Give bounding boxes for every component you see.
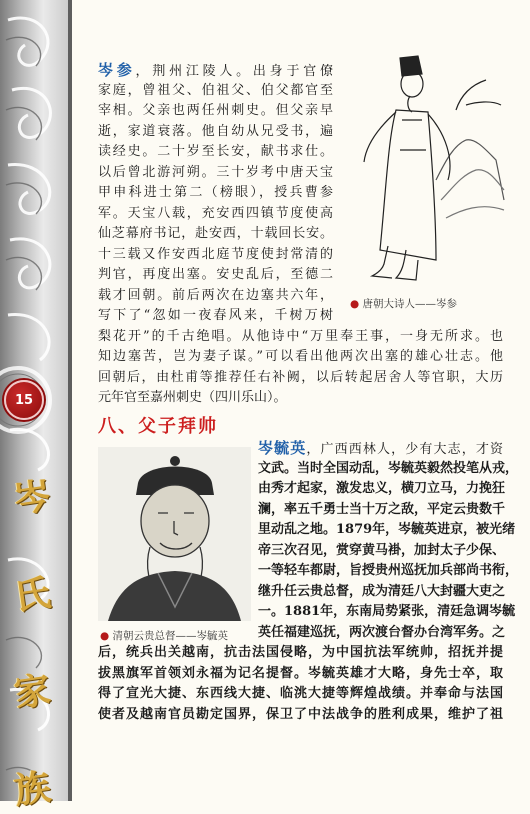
poet-illustration <box>336 50 506 286</box>
text-line: 帝三次召见，赏穿黄马褂，加封太子少保、 <box>258 542 506 558</box>
side-title-char: 氏 <box>11 571 54 619</box>
side-title-char: 族 <box>11 765 54 813</box>
text-line: ，荆州江陵人。出身于官僚 <box>135 64 333 79</box>
section-heading-text: 八、父子拜帅 <box>98 416 218 437</box>
side-title-char: 家 <box>11 668 54 716</box>
text-line: 军。天宝八载，充安西四镇节度使高 <box>98 205 333 221</box>
para-cencan <box>98 60 333 327</box>
poet-caption: ● 唐朝大诗人——岑参 <box>350 298 458 310</box>
text-line: 甲申科进士第二（榜眼），授兵曹参 <box>98 185 333 200</box>
person-name-cencan: 岑参 <box>98 61 136 79</box>
text-line: 得了宣光大捷、东西线大捷、临洮大捷等辉煌战绩。并奉命与法国 <box>98 686 503 701</box>
text-line: 回朝后，由杜甫等推荐任右补阙，以后转起居舍人等官职，大历 <box>98 369 503 385</box>
text-line: 仙芝幕府书记，赴安西，十载回长安。 <box>98 226 333 241</box>
caption-text: 唐朝大诗人——岑参 <box>362 298 458 310</box>
text-line: 判官，再度出塞。安史乱后，至德二 <box>98 267 333 282</box>
text-line: 使者及越南官员勘定国界，保卫了中法战争的胜利成果，维护了祖 <box>98 706 503 722</box>
caption-text: 清朝云贵总督——岑毓英 <box>112 630 229 642</box>
text-line: 元年官至嘉州刺史（四川乐山）。 <box>98 390 287 405</box>
side-title <box>10 470 54 812</box>
text-line: 梨花开”的千古绝唱。从他诗中“万里奉王事，一身无所求。也 <box>98 328 503 344</box>
text-line: 继升任云贵总督，成为清廷八大封疆大吏之 <box>258 583 506 599</box>
text-line: 知边塞苦，岂为妻子谋。”可以看出他两次出塞的雄心壮志。他 <box>98 349 503 364</box>
text-line: 拔黑旗军首领刘永福为记名提督。岑毓英雄才大略，身先士卒，取 <box>98 665 503 681</box>
text-line: 载才回朝。前后两次在边塞共六年， <box>98 287 333 303</box>
side-title-char: 岑 <box>11 474 54 522</box>
text-line: 逝，家道衰落。他自幼从兄受书，遍 <box>98 123 333 139</box>
text-line: 写下了“忽如一夜春风来，千树万树 <box>98 308 333 323</box>
page-number: 15 <box>4 380 44 420</box>
text-line: 由秀才起家，激发忠义，横刀立马，力挽狂 <box>258 481 506 496</box>
text-line: 以后曾北游河朔。三十岁考中唐天宝 <box>98 164 333 180</box>
text-line: 里动乱之地。1879年，岑毓英进京，被光绪 <box>258 522 516 537</box>
person-name-cenyuying: 岑毓英 <box>258 439 307 457</box>
text-line: 读经史。二十岁至长安，献书求仕。 <box>98 144 333 159</box>
text-line: 后，统兵出关越南，抗击法国侵略，为中国抗法军统帅，招抚并提 <box>98 645 503 660</box>
text-line: 家庭，曾祖父、伯祖父、伯父都官至 <box>98 82 333 98</box>
text-line: 文武。当时全国动乱，岑毓英毅然投笔从戎， <box>258 460 519 476</box>
section-heading <box>98 412 218 438</box>
para-cenyuying <box>258 438 519 643</box>
general-portrait <box>98 447 251 621</box>
para-cencan-wide <box>98 327 503 409</box>
text-line: 宰相。父亲也两任州刺史。但父亲早 <box>98 103 333 118</box>
text-line: 一。1881年，东南局势紧张，清廷急调岑毓 <box>258 604 516 619</box>
text-line: ，广西西林人，少有大志，才资 <box>306 442 503 457</box>
general-caption: ● 清朝云贵总督——岑毓英 <box>100 630 229 642</box>
text-line: 澜，率五千勇士当十万之敌，平定云贵数千 <box>258 501 506 517</box>
text-line: 十三载又作安西北庭节度使封常清的 <box>98 246 333 262</box>
text-line: 英任福建巡抚，两次渡台督办台湾军务。之 <box>258 624 506 640</box>
text-line: 一等轻车都尉，旨授贵州巡抚加兵部尚书衔， <box>258 563 519 578</box>
para-cenyuying-wide <box>98 643 503 725</box>
